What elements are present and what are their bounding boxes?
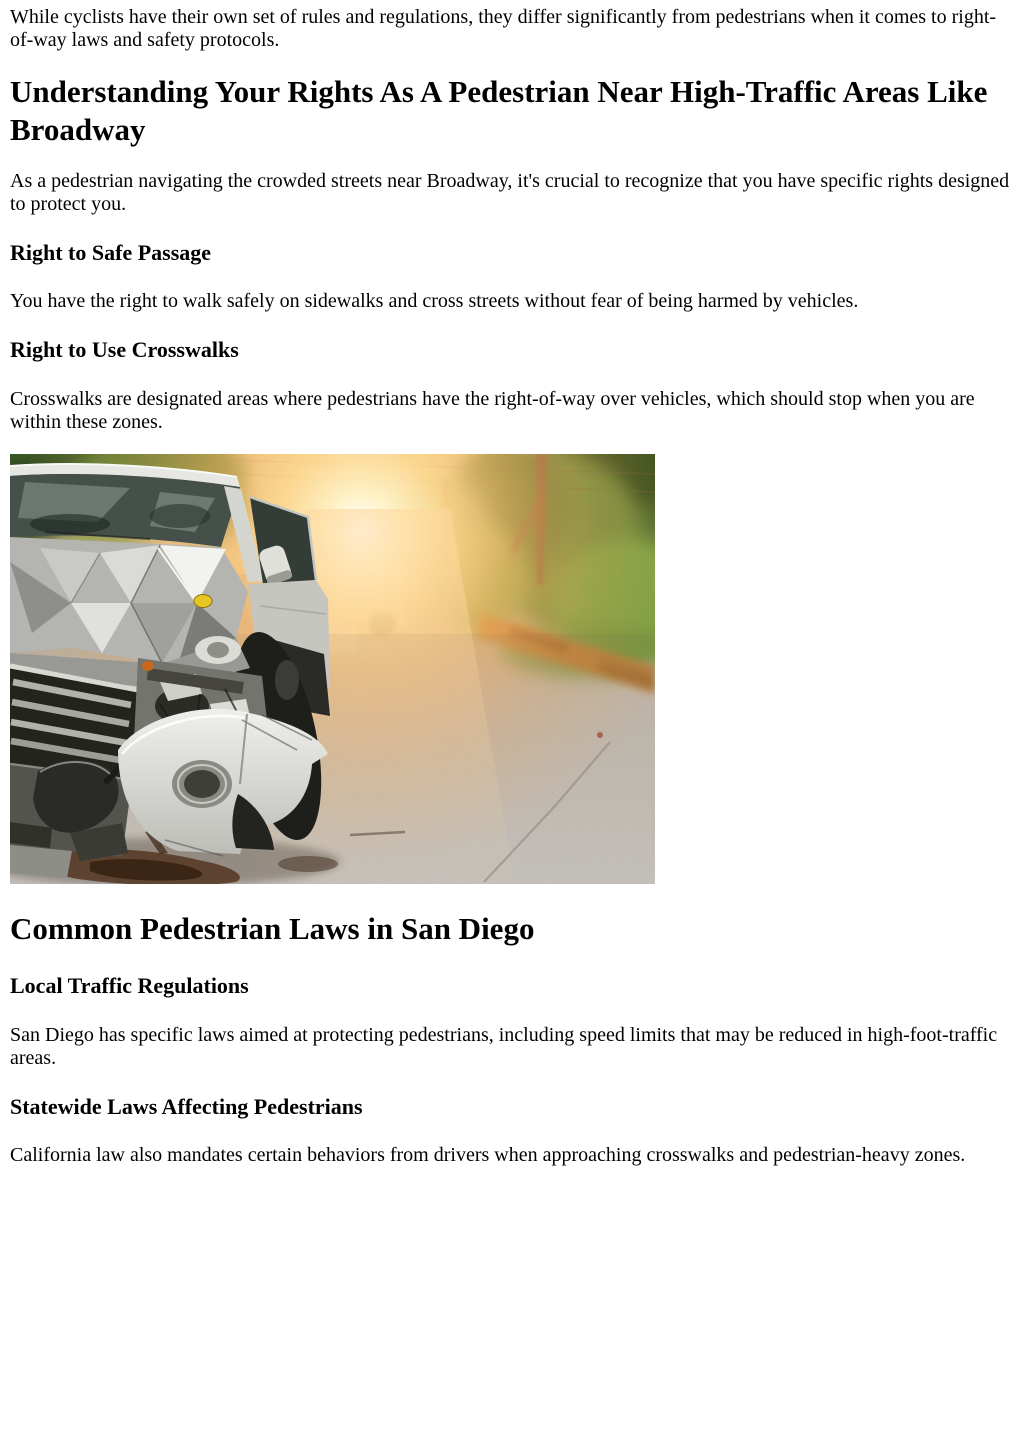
heading-local-traffic-regulations: Local Traffic Regulations: [10, 973, 249, 999]
paragraph-crosswalks: Crosswalks are designated areas where pedestrians have the right-of-way over vehicles, which should stop when you are within these zones.: [10, 387, 975, 433]
heading-understanding-rights: Understanding Your Rights As A Pedestrian Near High-Traffic Areas Like Broadway: [10, 74, 988, 147]
paragraph-intro: While cyclists have their own set of rules and regulations, they differ significantly from pedestrians when it comes to right-of-way laws and safety protocols.: [10, 6, 997, 51]
heading-right-to-use-crosswalks: Right to Use Crosswalks: [10, 337, 239, 363]
crashed-car-photo: [10, 454, 1014, 884]
orange-marker: [142, 661, 154, 671]
yellow-cap: [194, 594, 212, 607]
heading-statewide-laws: Statewide Laws Affecting Pedestrians: [10, 1093, 363, 1119]
paragraph-safe-passage: You have the right to walk safely on sidewalks and cross streets without fear of being harmed by vehicles.: [10, 290, 859, 313]
heading-common-pedestrian-laws: Common Pedestrian Laws in San Diego: [10, 910, 535, 946]
paragraph-local-traffic: San Diego has specific laws aimed at protecting pedestrians, including speed limits that may be reduced in high-foot-traffic areas.: [10, 1023, 998, 1069]
wrecked-car: [10, 464, 337, 878]
crashed-car-photo-illustration: [10, 454, 655, 884]
article: [10, 6, 1014, 1167]
paragraph-lead: As a pedestrian navigating the crowded streets near Broadway, it's crucial to recognize that you have specific rights designed to protect you.: [10, 170, 1010, 215]
paragraph-statewide-laws: California law also mandates certain behaviors from drivers when approaching crosswalks and pedestrian-heavy zones.: [10, 1144, 966, 1167]
heading-right-to-safe-passage: Right to Safe Passage: [10, 240, 212, 265]
